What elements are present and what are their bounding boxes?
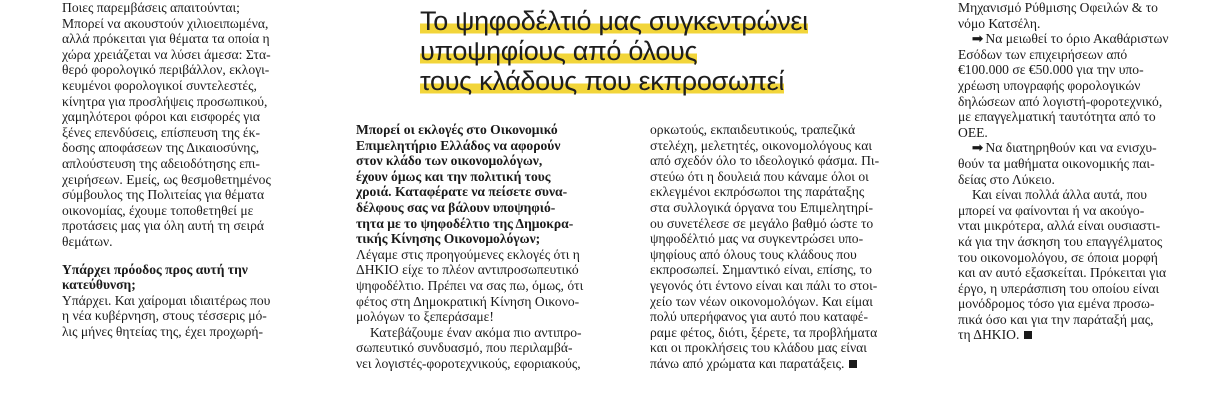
text-line: ου συνετέλεσε σε μεγάλο βαθμό ώστε το (650, 215, 874, 231)
text-line: Μηχανισμό Ρύθμισης Οφειλών & το (958, 0, 1158, 15)
text-line: η νέα κυβέρνηση, στους τέσσερις μό- (62, 308, 267, 324)
article-column-2 (356, 122, 634, 372)
paragraph (356, 325, 634, 372)
text-line: ΟΕΕ. (958, 124, 988, 140)
text-line: κατεύθυνση; (62, 277, 136, 293)
headline-line-1: Το ψηφοδέλτιό μας συγκεντρώνει (420, 6, 808, 36)
text-line: χροιά. Καταφέρατε να πείσετε συνα- (356, 184, 568, 200)
text-line: και αν αυτό εξασκείται. Πρόκειται για (958, 265, 1167, 281)
text-line: στελέχη, μελετητές, οικονομολόγους και (650, 137, 873, 153)
text-line: εκλεγμένοι εκπρόσωποι της παράταξης (650, 184, 865, 200)
text-line: στα συλλογικά όργανα του Επιμελητηρί- (650, 199, 873, 215)
text-line: Κατεβάζουμε έναν ακόμα πιο αντιπρο- (370, 324, 582, 340)
text-line: φέτος στη Δημοκρατική Κίνηση Οικονο- (356, 293, 580, 309)
text-line: στον κλάδο των οικονομολόγων, (356, 153, 543, 169)
text-line: δέλφους σας να βάλουν υποψηφιό- (356, 199, 556, 215)
arrow-bullet-icon: ➟ (972, 140, 982, 156)
text-line: Μπορεί να ακουστούν χιλιοειπωμένα, (62, 15, 269, 31)
text-line: κά για την άσκηση του επαγγέλματος (958, 233, 1163, 249)
text-line: οικονομίας, έχουμε τοποθετηθεί με (62, 202, 254, 218)
text-line: ξένες επενδύσεις, επίσπευση της έκ- (62, 124, 260, 140)
end-of-article-mark (849, 360, 857, 368)
text-line: κευμένοι φορολογικοί συντελεστές, (62, 77, 257, 93)
end-of-article-mark (1024, 331, 1032, 339)
paragraph (356, 247, 634, 325)
text-line: ψηφοδέλτιο. Πρέπει να σας πω, όμως, ότι (356, 277, 584, 293)
text-line: νόμο Κατσέλη. (958, 15, 1041, 31)
article-column-3 (650, 122, 916, 372)
text-line: εκπροσωπεί. Σημαντικό είναι, επίσης, το (650, 262, 872, 278)
paragraph (62, 0, 318, 250)
text-line: Να διατηρηθούν και να ενισχυ- (985, 140, 1157, 156)
text-line: μονόδρομος τόσο για εμένα προσω- (958, 296, 1155, 312)
text-line: νει λογιστές-φοροτεχνικούς, εφοριακούς, (356, 355, 581, 371)
text-line: Να μειωθεί το όριο Ακαθάριστων (985, 31, 1169, 47)
text-line: γεγονός ότι έντονο είναι και πάλι το στοι- (650, 277, 878, 293)
text-line: στεύω ότι η δουλειά που κάναμε όλοι οι (650, 168, 869, 184)
article-column-4 (958, 0, 1216, 343)
text-line: Εσόδων των επιχειρήσεων από (958, 46, 1128, 62)
text-line: ΔΗΚΙΟ είχε το πλέον αντιπροσωπευτικό (356, 262, 579, 278)
text-line: δείας στο Λύκειο. (958, 171, 1055, 187)
text-line: χαμηλότεροι φόροι και εισφορές για (62, 109, 261, 125)
text-line: χειρήσεων. Εμείς, ως θεσμοθετημένος (62, 171, 271, 187)
text-line: Υπάρχει πρόοδος προς αυτή την (62, 261, 248, 277)
text-line: ραμε φέτος, διότι, ξέρετε, τα προβλήματα (650, 324, 878, 340)
text-line: του οικονομολόγου, σε όποια μορφή (958, 249, 1158, 265)
text-line: πολύ υπερήφανος για αυτό που καταφέ- (650, 309, 869, 325)
text-line: έχουν όμως και την πολιτική τους (356, 168, 551, 184)
text-line: Και είναι πολλά άλλα αυτά, που (972, 187, 1147, 203)
text-line: ορκωτούς, εκπαιδευτικούς, τραπεζικά (650, 122, 856, 137)
text-line: τητα με το ψηφοδέλτιο της Δημοκρα- (356, 215, 574, 231)
text-line: Υπάρχει. Και χαίρομαι ιδιαιτέρως που (62, 292, 271, 308)
headline-line-2: υποψηφίους από όλους (420, 36, 698, 66)
text-line: δηλώσεων από λογιστή-φοροτεχνικό, (958, 93, 1163, 109)
text-line: θούν τα μαθήματα οικονομικής παι- (958, 155, 1155, 171)
text-line: δοσης αποφάσεων της Δικαιοσύνης, (62, 140, 260, 156)
text-line: νται μικρότερα, αλλά είναι ουσιαστι- (958, 218, 1161, 234)
paragraph (650, 122, 916, 372)
text-line: χώρα χρειάζεται να λύσει άμεσα: Στα- (62, 46, 271, 62)
text-line: τη ΔΗΚΙΟ. (958, 327, 1020, 343)
text-line: κίνητρα για προσλήψεις προσωπικού, (62, 93, 268, 109)
text-line: Ποιες παρεμβάσεις απαιτούνται; (62, 0, 240, 15)
paragraph (62, 293, 318, 340)
text-line: από σχεδόν όλο το ιδεολογικό φάσμα. Πι- (650, 153, 880, 169)
text-line: απλούστευση της αδειοδότησης επι- (62, 155, 260, 171)
text-line: €100.000 σε €50.000 για την υπο- (958, 62, 1144, 78)
text-line: σύμβουλος της Πολιτείας για θέματα (62, 187, 265, 203)
article-column-1 (62, 0, 318, 339)
text-line: θερό φορολογικό περιβάλλον, εκλογι- (62, 62, 270, 78)
text-line: Επιμελητήριο Ελλάδος να αφορούν (356, 137, 561, 153)
text-line: σωπευτικό συνδυασμό, που περιλαμβά- (356, 340, 573, 356)
paragraph (958, 187, 1216, 343)
text-line: λις μήνες θητείας της, έχει προχωρή- (62, 323, 264, 339)
text-line: και οι προκλήσεις του κλάδου μας είναι (650, 340, 867, 356)
text-line: πικά όσο και για την παράταξή μας, (958, 311, 1154, 327)
text-line: τικής Κίνησης Οικονομολόγων; (356, 231, 541, 247)
arrow-bullet-icon: ➟ (972, 31, 982, 47)
text-line: Λέγαμε στις προηγούμενες εκλογές ότι η (356, 246, 580, 262)
headline-line-3: τους κλάδους που εκπροσωπεί (420, 66, 785, 96)
interview-question (62, 262, 318, 293)
text-line: ψηφίους από όλους τους κλάδους που (650, 246, 857, 262)
text-line: έργο, η υπεράσπιση του οποίου είναι (958, 280, 1160, 296)
text-line: μολόγων το ξεπεράσαμε! (356, 309, 494, 325)
bullet-item (958, 31, 1216, 140)
bullet-item (958, 140, 1216, 187)
paragraph (958, 0, 1216, 31)
text-line: θεμάτων. (62, 233, 113, 249)
text-line: χείο των νέων οικονομολόγων. Και είμαι (650, 293, 873, 309)
interview-question (356, 122, 634, 247)
text-line: μπορεί να φαίνονται ή να ακούγο- (958, 202, 1145, 218)
text-line: με επαγγελματική ταυτότητα από το (958, 109, 1156, 125)
text-line: αλλά πρόκειται για θέματα τα οποία η (62, 31, 270, 47)
text-line: Μπορεί οι εκλογές στο Οικονομικό (356, 122, 558, 137)
text-line: πάνω από χρώματα και παρατάξεις. (650, 355, 845, 371)
text-line: προτάσεις μας για όλη αυτή τη σειρά (62, 218, 265, 234)
text-line: ψηφοδέλτιό μας να συγκεντρώσει υπο- (650, 231, 864, 247)
article-headline (420, 6, 940, 96)
text-line: χρέωση υπογραφής φορολογικών (958, 77, 1141, 93)
